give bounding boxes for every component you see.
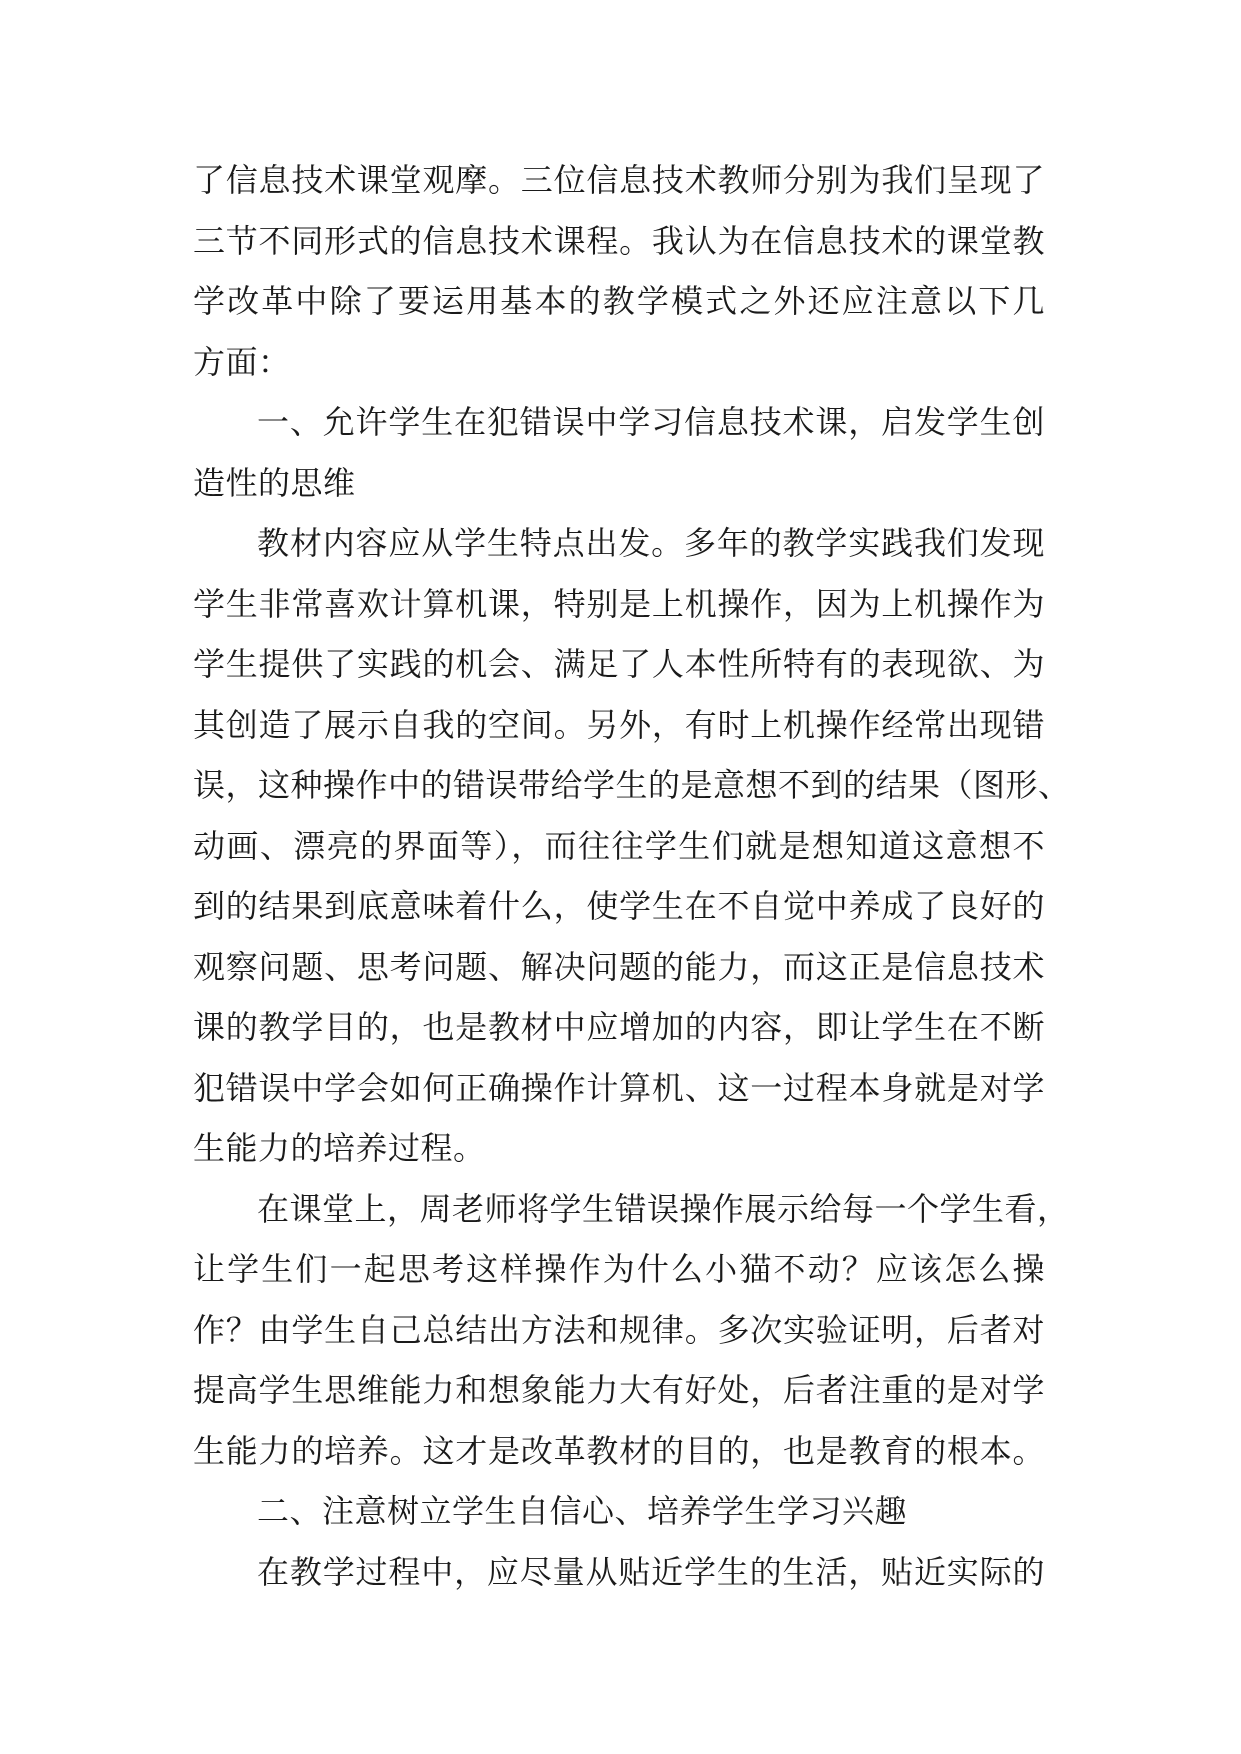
text-line: 学生非常喜欢计算机课，特别是上机操作，因为上机操作为 bbox=[193, 584, 1045, 623]
text-line: 提高学生思维能力和想象能力大有好处，后者注重的是对学 bbox=[193, 1371, 1045, 1409]
text-line: 动画、漂亮的界面等），而往往学生们就是想知道这意想不 bbox=[193, 826, 1045, 865]
text-line: 三节不同形式的信息技术课程。我认为在信息技术的课堂教 bbox=[193, 221, 1045, 260]
text-line: 方面： bbox=[193, 342, 291, 381]
text-line: 二、注意树立学生自信心、培养学生学习兴趣 bbox=[257, 1492, 908, 1530]
text-line: 生能力的培养。这才是改革教材的目的，也是教育的根本。 bbox=[193, 1431, 1045, 1470]
text-line: 造性的思维 bbox=[193, 463, 356, 502]
text-line: 了信息技术课堂观摩。三位信息技术教师分别为我们呈现了 bbox=[193, 161, 1045, 199]
text-line: 作？由学生自己总结出方法和规律。多次实验证明，后者对 bbox=[193, 1310, 1045, 1349]
text-line: 一、允许学生在犯错误中学习信息技术课，启发学生创 bbox=[257, 403, 1045, 441]
text-line: 犯错误中学会如何正确操作计算机、这一过程本身就是对学 bbox=[193, 1068, 1045, 1107]
text-line: 学生提供了实践的机会、满足了人本性所特有的表现欲、为 bbox=[193, 645, 1045, 683]
text-line: 让学生们一起思考这样操作为什么小猫不动？应该怎么操 bbox=[193, 1250, 1045, 1288]
text-line: 在课堂上，周老师将学生错误操作展示给每一个学生看， bbox=[257, 1189, 1070, 1228]
text-line: 学改革中除了要运用基本的教学模式之外还应注意以下几 bbox=[193, 282, 1045, 320]
text-line: 生能力的培养过程。 bbox=[193, 1129, 486, 1167]
text-line: 到的结果到底意味着什么，使学生在不自觉中养成了良好的 bbox=[193, 887, 1045, 925]
document-body bbox=[193, 150, 1071, 1602]
text-line: 在教学过程中，应尽量从贴近学生的生活，贴近实际的 bbox=[257, 1552, 1045, 1591]
text-line: 课的教学目的，也是教材中应增加的内容，即让学生在不断 bbox=[193, 1008, 1045, 1046]
text-line: 观察问题、思考问题、解决问题的能力，而这正是信息技术 bbox=[193, 947, 1045, 986]
text-line: 教材内容应从学生特点出发。多年的教学实践我们发现 bbox=[257, 524, 1045, 562]
text-line: 其创造了展示自我的空间。另外，有时上机操作经常出现错 bbox=[193, 705, 1045, 744]
text-line: 误，这种操作中的错误带给学生的是意想不到的结果（图形、 bbox=[193, 766, 1071, 804]
